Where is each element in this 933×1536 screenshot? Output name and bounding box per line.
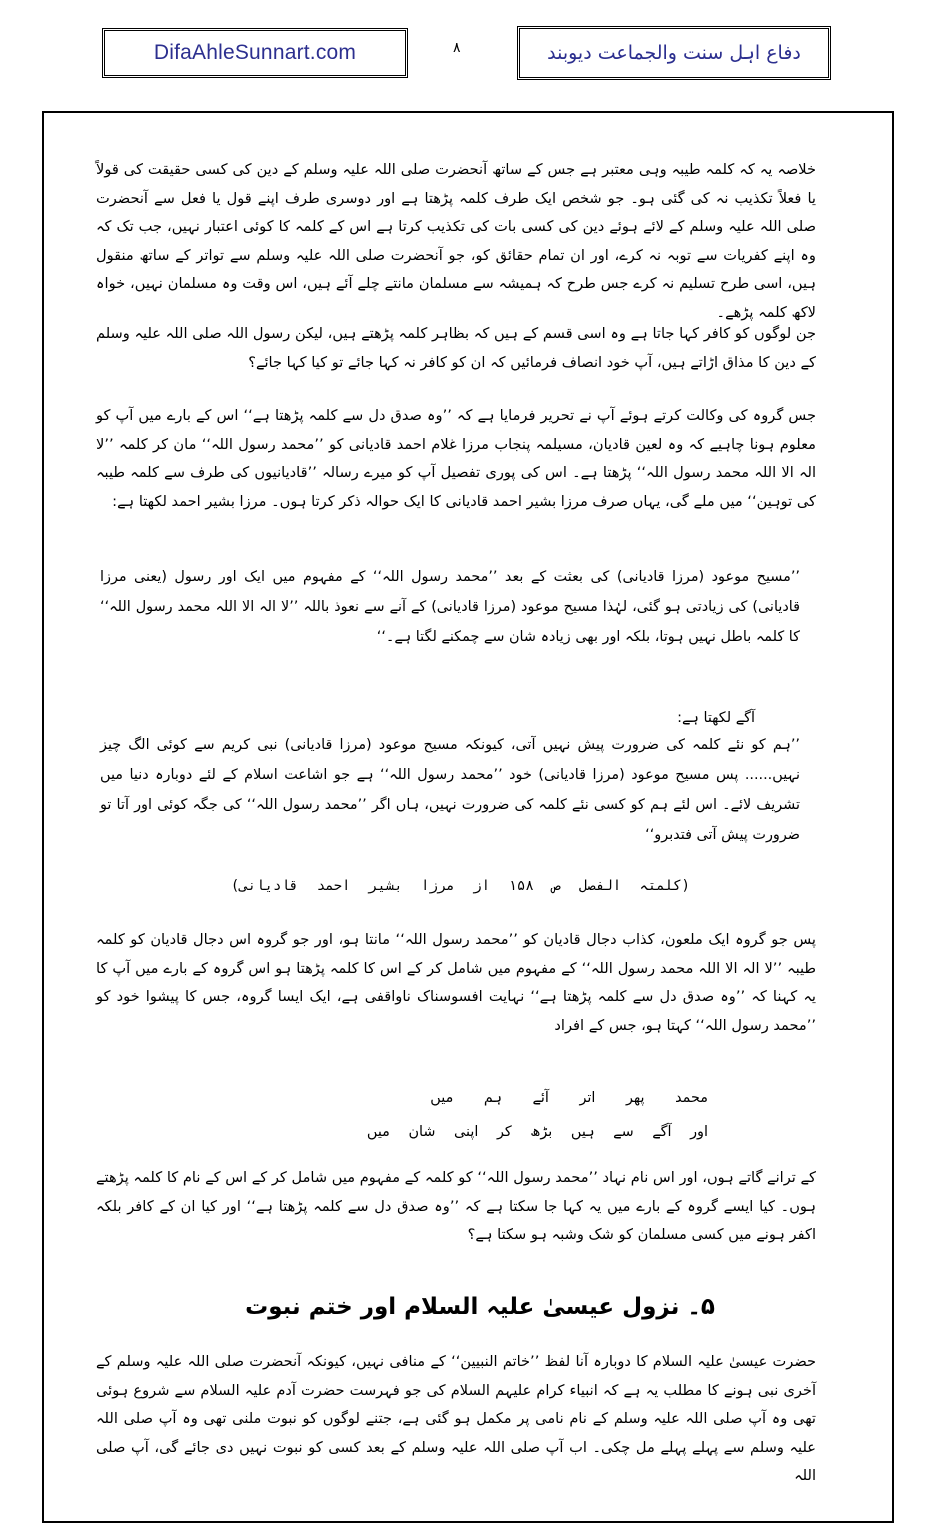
- quote-2-label: آگے لکھتا ہے:: [677, 710, 755, 726]
- quote-2: ’’ہم کو نئے کلمہ کی ضرورت پیش نہیں آتی، کیونکہ مسیح موعود (مرزا قادیانی) نبی کریم سے کوئی الگ چیز نہیں...... پس مسیح موعود (مرزا قادیانی) خود ’’محمد رسول اللہ‘‘ ہے جو اشاعت اسلام کے لئے دوبارہ دنیا میں تشریف لائے۔ اس لئے ہم کو کسی نئے کلمہ کی ضرورت نہیں، ہاں اگر ’’محمد رسول اللہ‘‘ کی جگہ کوئی اور آتا تو ضرورت پیش آتی فتدبرو‘‘: [100, 737, 800, 843]
- paragraph-5: کے ترانے گاتے ہوں، اور اس نام نہاد ’’محمد رسول اللہ‘‘ کو کلمہ کے مفہوم میں شامل کر کے اس کے نام کا کلمہ پڑھتے ہوں۔ کیا ایسے گروہ کے بارے میں یہ کہا جا سکتا ہے کہ ’’وہ صدق دل سے کلمہ پڑھتا ہے‘‘ اور کیا ان کے کافر بلکہ اکفر ہونے میں کسی مسلمان کو شک وشبہ ہو سکتا ہے؟: [96, 1169, 816, 1244]
- header-title-box: [517, 26, 831, 80]
- poem-line-1: محمد پھر اتر آئے ہم میں: [430, 1090, 708, 1106]
- paragraph-4: پس جو گروہ ایک ملعون، کذاب دجال قادیان کو ’’محمد رسول اللہ‘‘ مانتا ہو، اور جو گروہ اس دجال قادیان کو کلمہ طیبہ ’’لا الہ الا اللہ محمد رسول اللہ‘‘ کے مفہوم میں شامل کر کے اس کا کلمہ پڑھتا ہو اس گروہ کے بارے میں آپ کا یہ کہنا کہ ’’وہ صدق دل سے کلمہ پڑھتا ہے‘‘ نہایت افسوسناک ناواقفی ہے، ایک ایسا گروہ، جس کا پیشوا خود کو ’’محمد رسول اللہ‘‘ کہتا ہو، جس کے افراد: [96, 931, 816, 1034]
- site-url[interactable]: DifaAhleSunnart.com: [153, 41, 357, 64]
- quote-1: ’’مسیح موعود (مرزا قادیانی) کی بعثت کے بعد ’’محمد رسول اللہ‘‘ کے مفہوم میں ایک اور رسول (یعنی مرزا قادیانی) کی زیادتی ہو گئی، لہٰذا مسیح موعود (مرزا قادیانی) کے آنے سے نعوذ باللہ ’’لا الہ الا اللہ محمد رسول اللہ‘‘ کا کلمہ باطل نہیں ہوتا، بلکہ اور بھی زیادہ شان سے چمکنے لگتا ہے۔‘‘: [100, 569, 800, 645]
- page-number: ۸: [453, 40, 461, 56]
- paragraph-2: جن لوگوں کو کافر کہا جاتا ہے وہ اسی قسم کے ہیں کہ بظاہر کلمہ پڑھتے ہیں، لیکن رسول اللہ صلی اللہ علیہ وسلم کے دین کا مذاق اڑاتے ہیں، آپ خود انصاف فرمائیں کہ ان کو کافر نہ کہا جائے تو کیا کہا جائے؟: [96, 325, 816, 371]
- reference-citation: (کلمتہ الفصل ص ۱۵۸ از مرزا بشیر احمد قادیانی): [230, 878, 690, 894]
- paragraph-3: جس گروہ کی وکالت کرتے ہوئے آپ نے تحریر فرمایا ہے کہ ’’وہ صدق دل سے کلمہ پڑھتا ہے‘‘ اس کے بارے میں آپ کو معلوم ہونا چاہیے کہ وہ لعین قادیان، مسیلمہ پنجاب مرزا غلام احمد قادیانی کو ’’محمد رسول اللہ‘‘ مان کر کلمہ ’’لا الہ الا اللہ محمد رسول اللہ‘‘ پڑھتا ہے۔ اس کی پوری تفصیل آپ کو میرے رسالہ ’’قادیانیوں کی طرف سے کلمہ طیبہ کی توہین‘‘ میں ملے گی، یہاں صرف مرزا بشیر احمد قادیانی کا ایک حوالہ ذکر کرتا ہوں۔ مرزا بشیر احمد لکھتا ہے:: [96, 407, 816, 510]
- poem-line-2: اور آگے سے ہیں بڑھ کر اپنی شان میں: [366, 1124, 708, 1140]
- section-heading: ۵۔ نزول عیسیٰ علیہ السلام اور ختم نبوت: [245, 1294, 715, 1320]
- paragraph-6: حضرت عیسیٰ علیہ السلام کا دوبارہ آنا لفظ ’’خاتم النبیین‘‘ کے منافی نہیں، کیونکہ آنحضرت صلی اللہ علیہ وسلم کے آخری نبی ہونے کا مطلب یہ ہے کہ انبیاء کرام علیہم السلام کی جو فہرست حضرت آدم علیہ السلام سے شروع ہوئی تھی وہ آپ صلی اللہ علیہ وسلم کے نام نامی پر مکمل ہو گئی ہے، جتنے لوگوں کو نبوت ملنی تھی وہ آپ صلی اللہ علیہ وسلم سے پہلے پہلے مل چکی۔ اب آپ صلی اللہ علیہ وسلم کے بعد کسی کو نبوت نہیں دی جائے گی، آپ صلی اللہ: [96, 1353, 816, 1485]
- site-url-box: [102, 28, 408, 78]
- header-title: دفاع اہل سنت والجماعت دیوبند: [547, 42, 801, 64]
- paragraph-1: خلاصہ یہ کہ کلمہ طیبہ وہی معتبر ہے جس کے ساتھ آنحضرت صلی اللہ علیہ وسلم کے دین کی کسی حقیقت کی قولاً یا فعلاً تکذیب نہ کی گئی ہو۔ جو شخص ایک طرف کلمہ پڑھتا ہے اور دوسری طرف اپنے قول یا فعل سے آنحضرت صلی اللہ علیہ وسلم کے لائے ہوئے دین کی کسی بات کی تکذیب کرتا ہے اس کے کلمہ کا کوئی اعتبار نہیں، جب تک کہ وہ اپنے کفریات سے توبہ نہ کرے، اور ان تمام حقائق کو، جو آنحضرت صلی اللہ علیہ وسلم سے تواتر کے ساتھ منقول ہیں، اسی طرح تسلیم نہ کرے جس طرح کہ ہمیشہ سے مسلمان مانتے چلے آئے ہیں، اس وقت وہ مسلمان نہیں، خواہ لاکھ کلمہ پڑھے۔: [96, 161, 816, 321]
